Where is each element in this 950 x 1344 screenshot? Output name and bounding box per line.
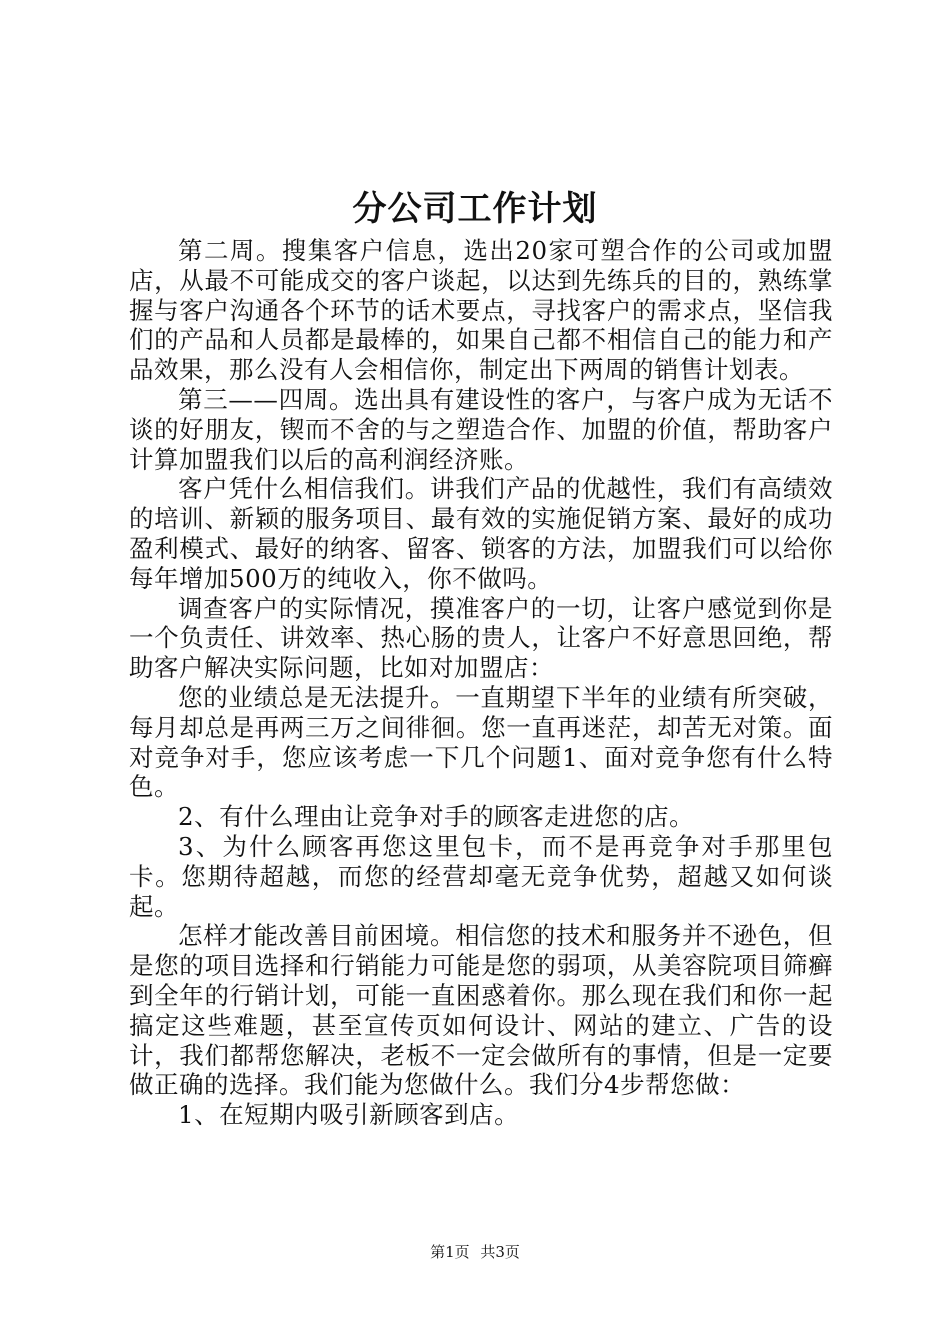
document-title: 分公司工作计划: [352, 189, 598, 229]
paragraph-why-trust-us: 客户凭什么相信我们。讲我们产品的优越性，我们有高绩效的培训、新颖的服务项目、最有效的实施促销方案、最好的成功盈利模式、最好的纳客、留客、锁客的方法，加盟我们可以给你每年增加500万的纯收入，你不做吗。: [129, 474, 833, 593]
page-total: 共3页: [480, 1243, 520, 1261]
paragraph-investigate-customer: 调查客户的实际情况，摸准客户的一切，让客户感觉到你是一个负责任、讲效率、热心肠的贵人，让客户不好意思回绝，帮助客户解决实际问题，比如对加盟店：: [129, 593, 833, 683]
page-footer: [0, 1240, 950, 1264]
document-body: [129, 236, 833, 1130]
paragraph-improve-situation: 怎样才能改善目前困境。相信您的技术和服务并不逊色，但是您的项目选择和行销能力可能是您的弱项，从美容院项目筛癣到全年的行销计划，可能一直困惑着你。那么现在我们和你一起搞定这些难题，甚至宣传页如何设计、网站的建立、广告的设计，我们都帮您解决，老板不一定会做所有的事情，但是一定要做正确的选择。我们能为您做什么。我们分4步帮您做：: [129, 921, 833, 1100]
paragraph-week-three-four: 第三——四周。选出具有建设性的客户，与客户成为无话不谈的好朋友，锲而不舍的与之塑造合作、加盟的价值，帮助客户计算加盟我们以后的高利润经济账。: [129, 384, 833, 474]
paragraph-week-two: 第二周。搜集客户信息，选出20家可塑合作的公司或加盟店，从最不可能成交的客户谈起，以达到先练兵的目的，熟练掌握与客户沟通各个环节的话术要点，寻找客户的需求点，坚信我们的产品和人员都是最棒的，如果自己都不相信自己的能力和产品效果，那么没有人会相信你，制定出下两周的销售计划表。: [129, 236, 833, 385]
paragraph-question-two: 2、有什么理由让竞争对手的顾客走进您的店。: [178, 802, 695, 832]
page-number: 第1页: [430, 1243, 470, 1261]
paragraph-performance: 您的业绩总是无法提升。一直期望下半年的业绩有所突破，每月却总是再两三万之间徘徊。您一直再迷茫，却苦无对策。面对竞争对手，您应该考虑一下几个问题1、面对竞争您有什么特色。: [129, 682, 833, 802]
paragraph-step-one: 1、在短期内吸引新顾客到店。: [178, 1100, 520, 1130]
paragraph-question-three: 3、为什么顾客再您这里包卡，而不是再竞争对手那里包卡。您期待超越，而您的经营却毫无竞争优势，超越又如何谈起。: [129, 831, 833, 921]
